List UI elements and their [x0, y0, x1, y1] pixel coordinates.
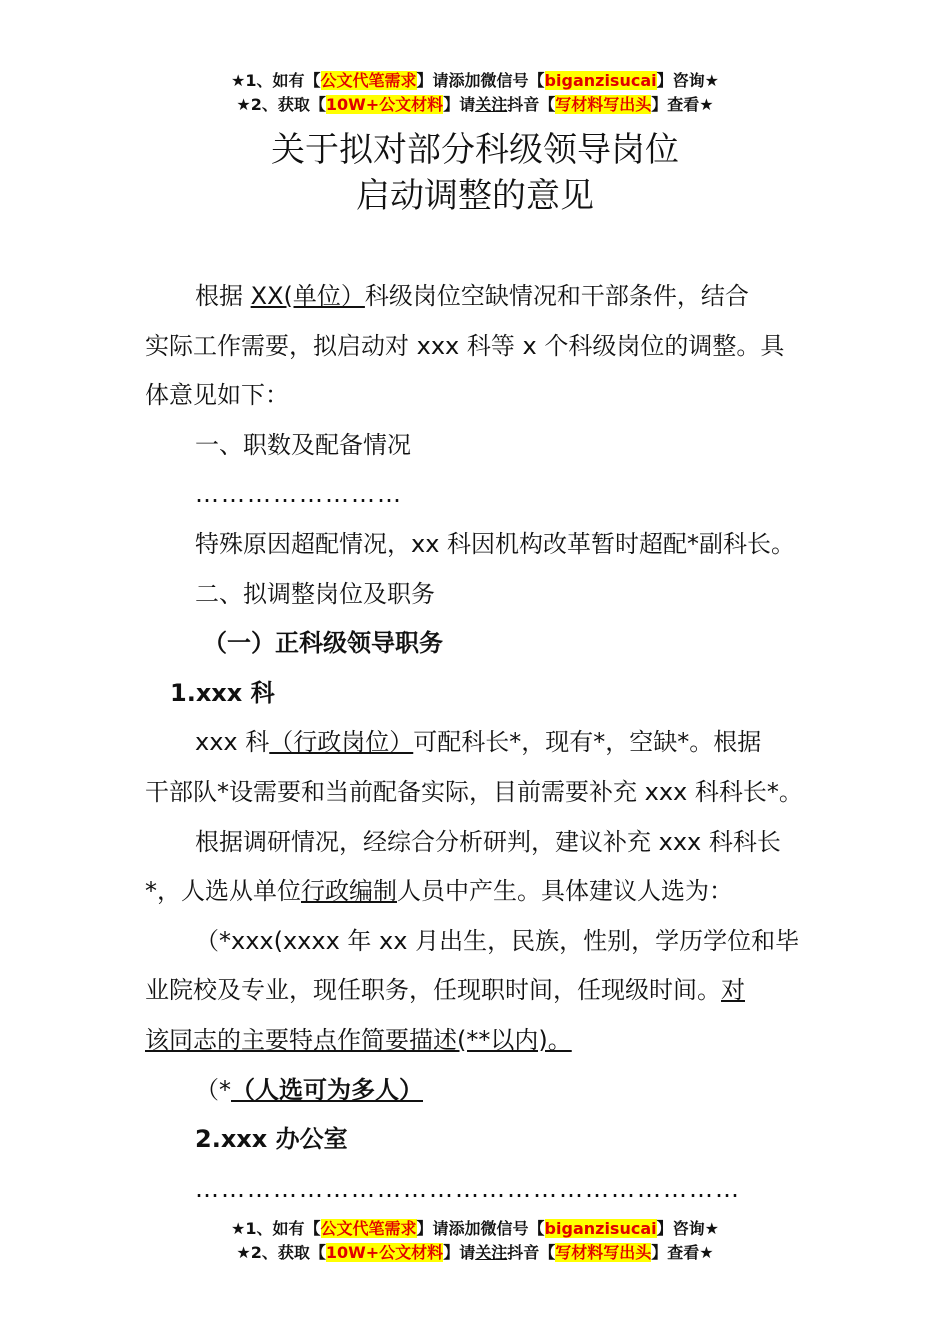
- banner-highlight: 10W+公文材料: [325, 95, 444, 114]
- paragraph-post: [145, 718, 810, 768]
- underlined-text: 对: [721, 976, 745, 1005]
- banner-highlight: 公文代笔需求: [320, 71, 417, 90]
- bottom-promo-banner: [0, 1217, 950, 1265]
- banner-underlined: 关注: [475, 95, 508, 114]
- text-run: 可配科长*，现有*，空缺*。根据: [413, 728, 762, 757]
- banner-highlight: biganzisucai: [544, 71, 657, 90]
- banner-text: 抖音【: [507, 1243, 556, 1262]
- banner-highlight: 10W+公文材料: [325, 1243, 444, 1262]
- document-body: [145, 272, 810, 1214]
- banner-text: ★1、如有【: [231, 1219, 321, 1238]
- banner-text: ★2、获取【: [236, 95, 326, 114]
- banner-text: 】查看★: [651, 1243, 714, 1262]
- banner-highlight: 写材料写出头: [555, 1243, 652, 1262]
- banner-text: 】请添加微信号【: [416, 71, 545, 90]
- text-run: *，人选从单位: [145, 877, 301, 906]
- paragraph-multiple-candidates: [145, 1066, 810, 1116]
- banner-text: 】请添加微信号【: [416, 1219, 545, 1238]
- banner-line-1: [0, 69, 950, 93]
- banner-underlined: 关注: [475, 1243, 508, 1262]
- paragraph-overstaffing: 特殊原因超配情况，xx 科因机构改革暂时超配*副科长。: [195, 529, 796, 558]
- banner-highlight: 公文代笔需求: [320, 1219, 417, 1238]
- title-line-2: 启动调整的意见: [356, 176, 594, 216]
- paragraph-candidate-line-2: [145, 966, 810, 1016]
- text-run: 人员中产生。具体建议人选为：: [397, 877, 733, 906]
- paragraph-intro: [145, 272, 810, 322]
- paragraph-intro-line-2: 实际工作需要，拟启动对 xxx 科等 x 个科级岗位的调整。具: [145, 331, 785, 360]
- banner-line-2: [0, 93, 950, 117]
- ellipsis-line: ……………………: [195, 480, 403, 509]
- paragraph-candidate: （*xxx(xxxx 年 xx 月出生，民族，性别，学历学位和毕: [195, 926, 800, 955]
- text-run: 科级岗位空缺情况和干部条件，结合: [364, 282, 749, 310]
- text-run: （*: [195, 1075, 231, 1104]
- paragraph-recommendation-line-2: [145, 867, 810, 917]
- text-run: 根据: [195, 282, 251, 310]
- underlined-text: （行政岗位）: [269, 728, 414, 757]
- banner-text: 】咨询★: [656, 1219, 719, 1238]
- underlined-text: XX(单位）: [250, 282, 365, 310]
- section-heading-1: 一、职数及配备情况: [195, 430, 411, 459]
- underlined-text: 行政编制: [301, 877, 397, 906]
- text-run: 业院校及专业，现任职务，任现职时间，任现级时间。: [145, 976, 721, 1005]
- ellipsis-line-2: ………………………………………………………: [195, 1174, 741, 1203]
- banner-text: 】咨询★: [656, 71, 719, 90]
- paragraph-intro-line-3: 体意见如下：: [145, 381, 289, 410]
- banner-text: 】请: [443, 1243, 476, 1262]
- paragraph-post-line-2: 干部队*设需要和当前配备实际，目前需要补充 xxx 科科长*。: [145, 777, 803, 806]
- banner-highlight: 写材料写出头: [555, 95, 652, 114]
- banner-text: ★2、获取【: [236, 1243, 326, 1262]
- title-line-1: 关于拟对部分科级领导岗位: [271, 130, 679, 170]
- underlined-text: （人选可为多人）: [231, 1075, 423, 1104]
- banner-text: 】请: [443, 95, 476, 114]
- banner-highlight: biganzisucai: [544, 1219, 657, 1238]
- item-heading-2: 2.xxx 办公室: [195, 1125, 348, 1154]
- banner-text: 】查看★: [651, 95, 714, 114]
- banner-text: 抖音【: [507, 95, 556, 114]
- top-promo-banner: [0, 69, 950, 117]
- banner-line-2: [0, 1241, 950, 1265]
- paragraph-recommendation: 根据调研情况，经综合分析研判，建议补充 xxx 科科长: [195, 827, 781, 856]
- text-run: xxx 科: [195, 728, 270, 757]
- item-heading-1: 1.xxx 科: [170, 678, 275, 707]
- banner-line-1: [0, 1217, 950, 1241]
- paragraph-candidate-line-3: 该同志的主要特点作简要描述(**以内)。: [145, 1025, 572, 1054]
- subsection-heading: （一）正科级领导职务: [203, 629, 443, 658]
- section-heading-2: 二、拟调整岗位及职务: [195, 579, 435, 608]
- document-title: [0, 127, 950, 219]
- banner-text: ★1、如有【: [231, 71, 321, 90]
